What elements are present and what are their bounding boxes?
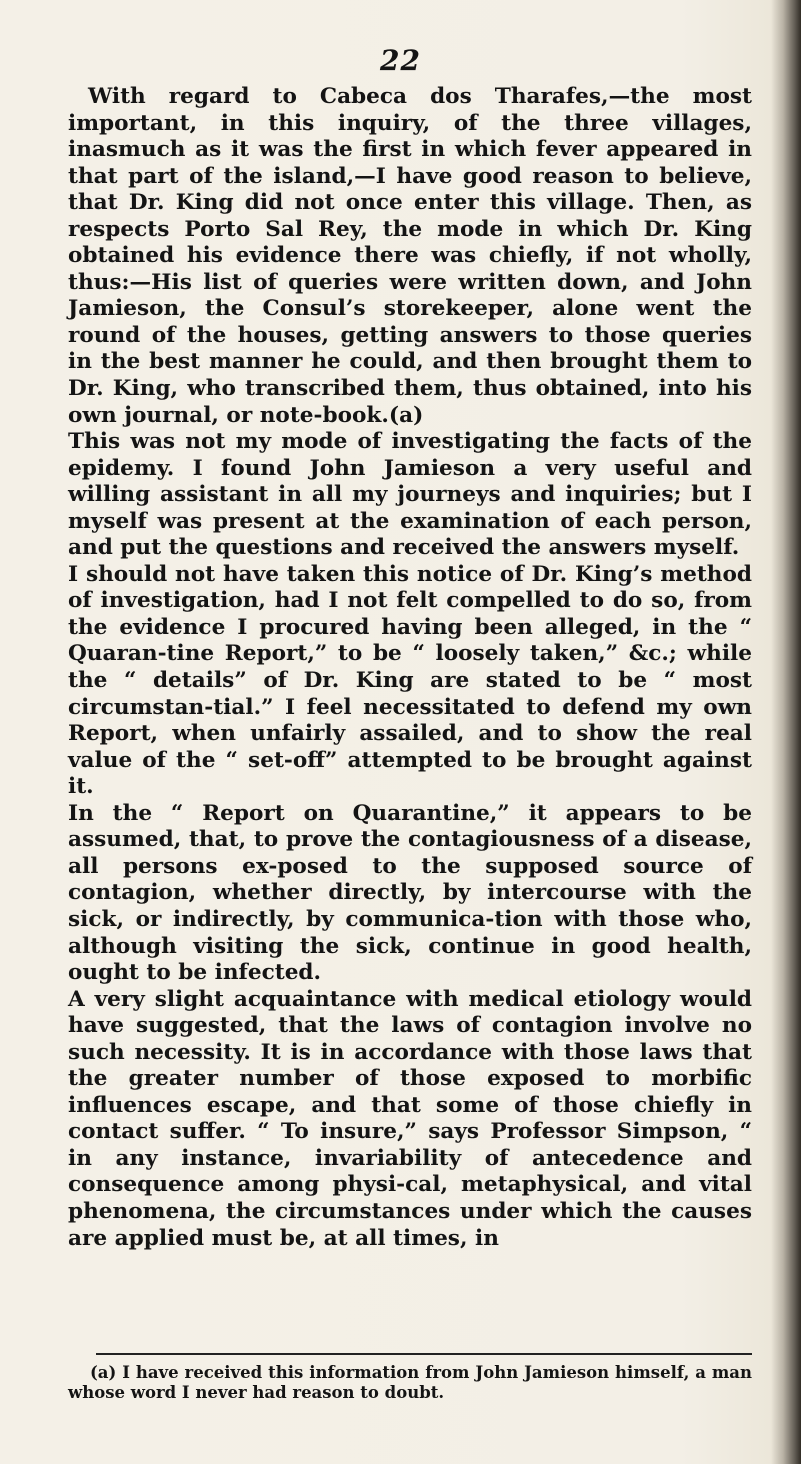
footnote-divider [96,1353,752,1355]
paragraph: A very slight acquaintance with medical etiology would have suggested, that the laws of contagion involve no such necessity. It is in accordance with those laws that the greater number of those exposed to morbific influences escape, and that some of those chiefly in contact suffer. “ To insure,” says Professor Simpson, “ in any instance, invariability of antecedence and consequence among physi-cal, metaphysical, and vital phenomena, the circumstances under which the causes are applied must be, at all times, in [68,986,752,1251]
body-text [68,84,752,1252]
paragraph: This was not my mode of investigating the facts of the epidemy. I found John Jamieson a very useful and willing assistant in all my journeys and inquiries; but I myself was present at the examination of each person, and put the questions and received the answers myself. [68,429,752,561]
paragraph: With regard to Cabeca dos Tharafes,—the most important, in this inquiry, of the three villages, inasmuch as it was the first in which fever appeared in that part of the island,—I have good reason to believe, that Dr. King did not once enter this village. Then, as respects Porto Sal Rey, the mode in which Dr. King obtained his evidence there was chiefly, if not wholly, thus:—His list of queries were written down, and John Jamieson, the Consul’s storekeeper, alone went the round of the houses, getting answers to those queries in the best manner he could, and then brought them to Dr. King, who transcribed them, thus obtained, into his own journal, or note-book.(a) [68,84,752,428]
paragraph: I should not have taken this notice of Dr. King’s method of investigation, had I not felt compelled to do so, from the evidence I procured having been alleged, in the “ Quaran-tine Report,” to be “ loosely taken,” &c.; while the “ details” of Dr. King are stated to be “ most circumstan-tial.” I feel necessitated to defend my own Report, when unfairly assailed, and to show the real value of the “ set-off” attempted to be brought against it. [68,561,752,800]
page-number: 22 [380,44,421,77]
footnote: (a) I have received this information from John Jamieson himself, a man whose word I never had reason to doubt. [68,1363,752,1402]
paragraph: In the “ Report on Quarantine,” it appears to be assumed, that, to prove the contagiousness of a disease, all persons ex-posed to the supposed source of contagion, whether directly, by intercourse with the sick, or indirectly, by communica-tion with those who, although visiting the sick, continue in good health, ought to be infected. [68,800,752,986]
binding-edge [771,0,801,1464]
